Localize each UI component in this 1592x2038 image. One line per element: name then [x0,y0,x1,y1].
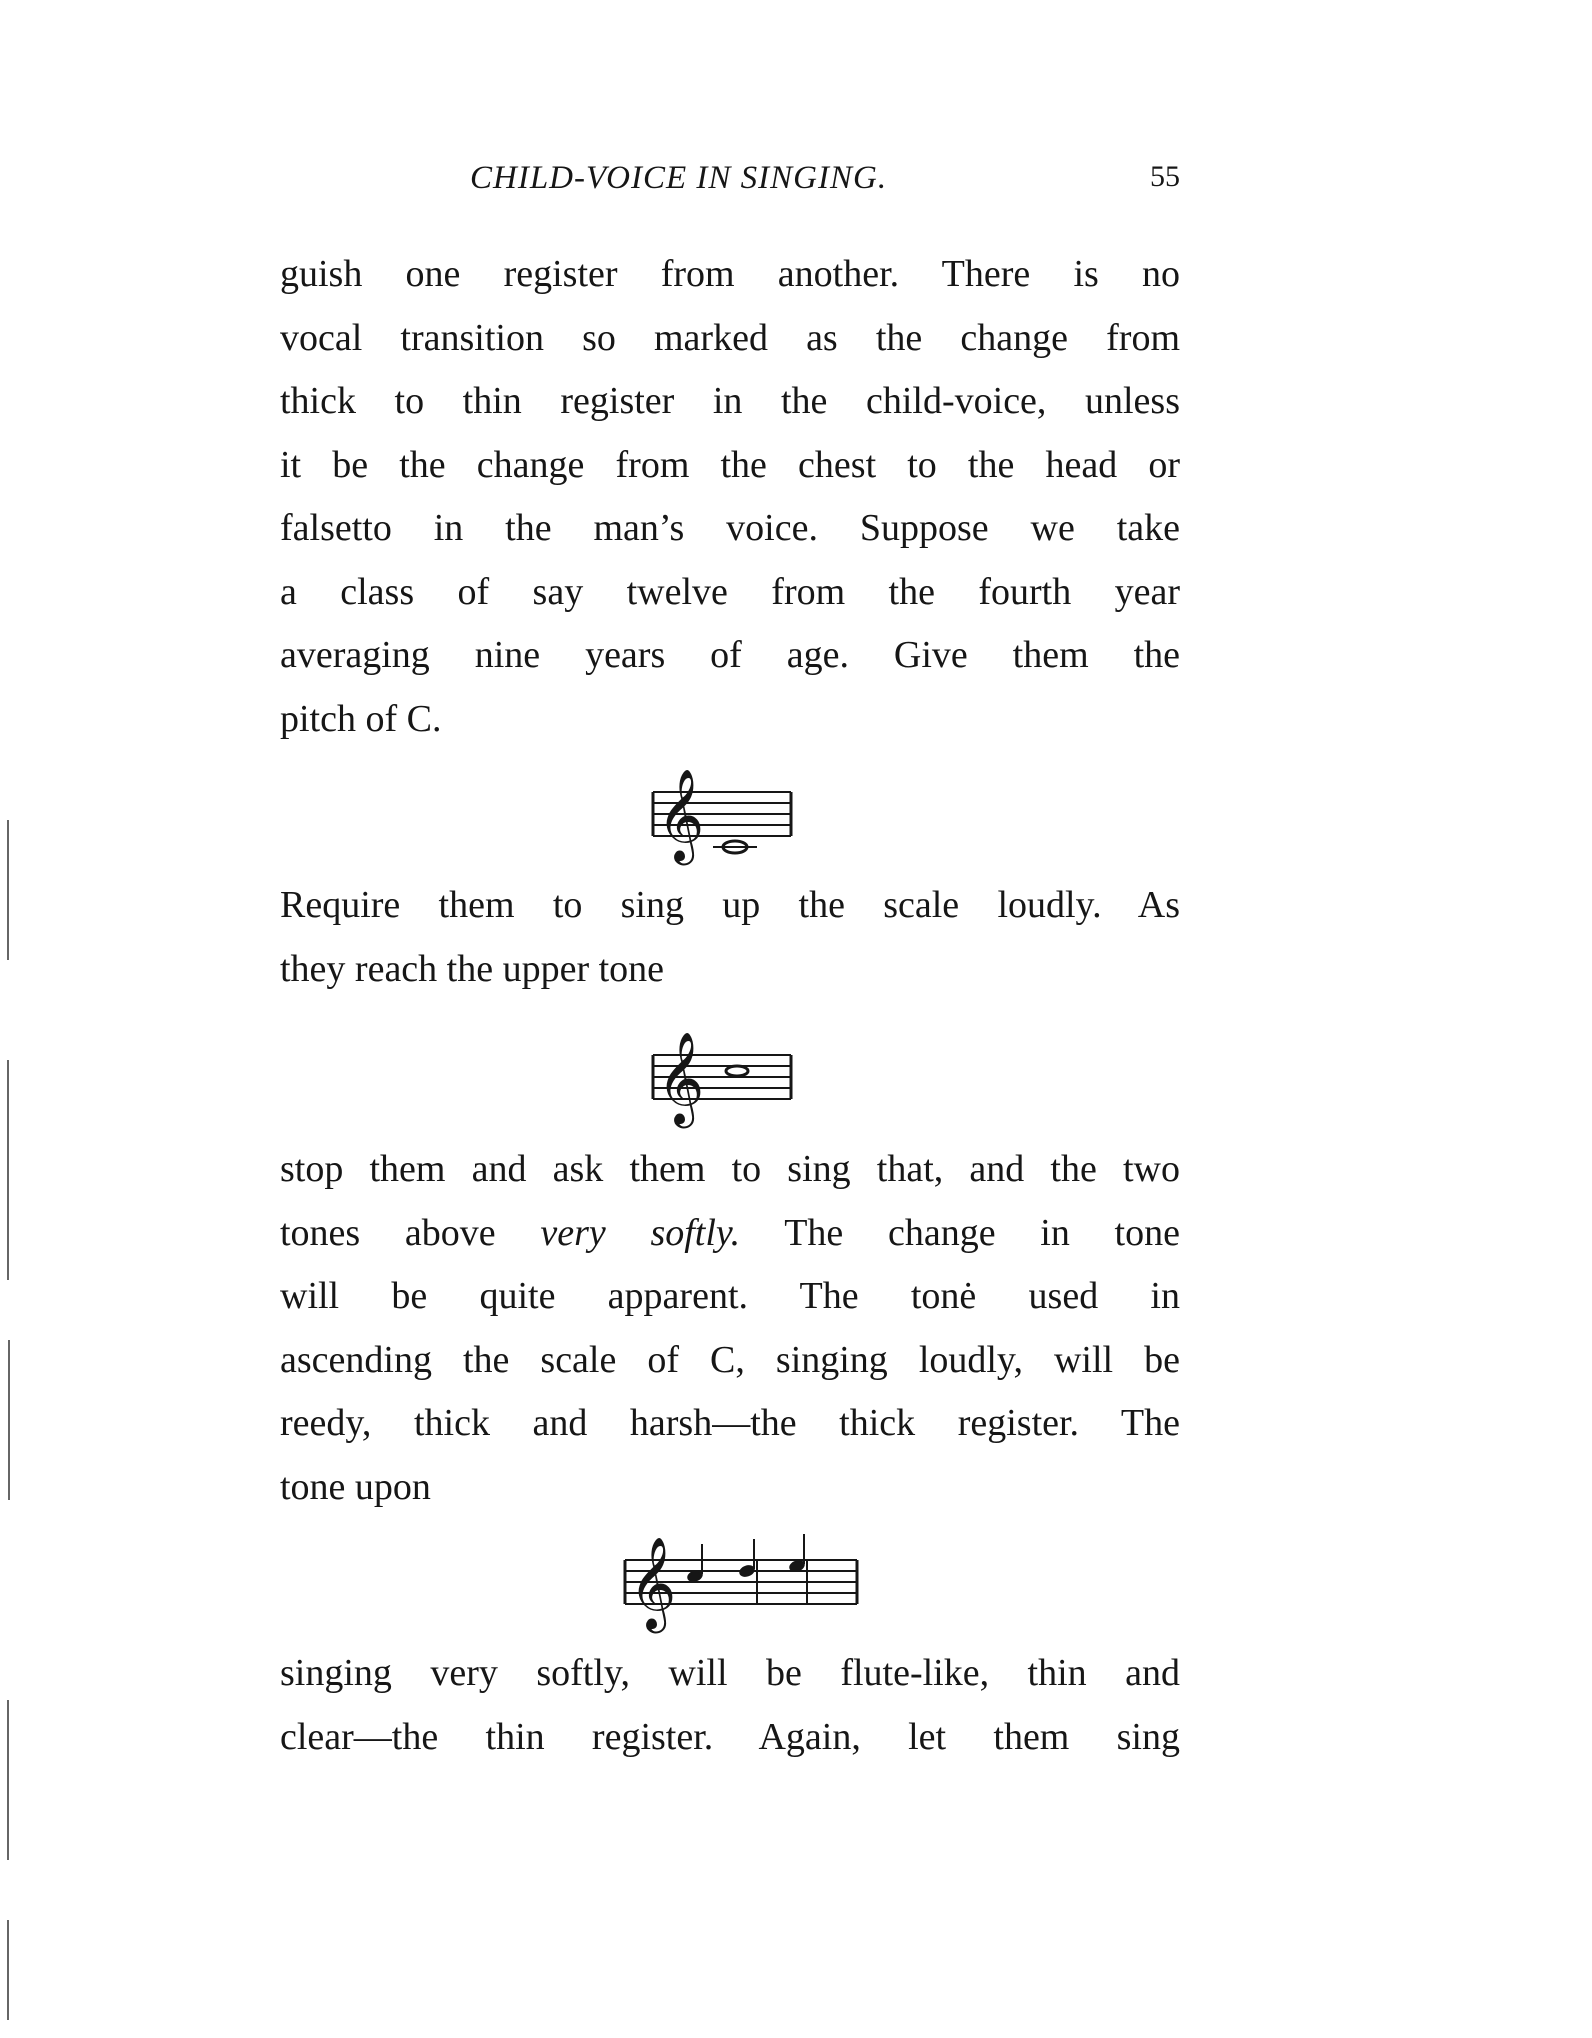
svg-text:𝄞: 𝄞 [629,1536,677,1629]
staff-svg [645,1031,795,1145]
paragraph-2 [280,874,1180,1001]
staff-svg [645,768,795,882]
page-header [430,160,1190,210]
text-line: singing very softly, will be flute-like, thin and [280,1652,1180,1694]
note-e5 [788,1534,807,1574]
treble-clef-icon [657,768,704,865]
text-line: stop them and ask them to sing that, and the two [280,1148,1180,1190]
text-line: averaging nine years of age. Give them the [280,634,1180,676]
text-line: thick to thin register in the child-voice, unless [280,380,1180,422]
text-run: The change in tone [740,1211,1180,1254]
text-line: vocal transition so marked as the change from [280,316,1180,359]
text-line: Require them to sing up the scale loudly. As [280,884,1180,926]
svg-text:𝄞: 𝄞 [657,768,705,861]
emphasis-very-softly: very softly. [540,1211,741,1254]
text-line: a class of say twelve from the fourth year [280,570,1180,613]
paragraph-3 [280,1138,1180,1519]
note-d5 [738,1539,757,1579]
staff-svg [617,1532,862,1642]
text-line: falsetto in the man’s voice. Suppose we take [280,507,1180,549]
text-line: reedy, thick and harsh—the thick register. The [280,1402,1180,1444]
note-c5 [686,1544,705,1584]
treble-clef-icon [629,1536,676,1633]
scan-margin-marks [0,800,24,2038]
note-c5 [726,1066,748,1076]
text-line: ascending the scale of C, singing loudly, will be [280,1338,1180,1381]
text-line: they reach the upper tone [280,947,665,990]
music-staff-pitch-of-c [645,768,795,882]
text-line: guish one register from another. There is no [280,253,1180,295]
music-staff-upper-tone [645,1031,795,1145]
text-run: tones above [280,1211,541,1254]
paragraph-4 [280,1642,1180,1769]
text-line [280,1202,1180,1266]
music-staff-tone-upon [617,1532,862,1642]
running-title: CHILD-VOICE IN SINGING. [470,160,888,196]
text-line: pitch of C. [280,697,442,740]
svg-text:𝄞: 𝄞 [657,1031,705,1124]
treble-clef-icon [657,1031,704,1128]
text-line: tone upon [280,1465,431,1508]
text-line: it be the change from the chest to the head or [280,443,1180,486]
text-line: clear—the thin register. Again, let them sing [280,1715,1180,1758]
note-c4 [713,841,757,853]
text-line: will be quite apparent. The tonė used in [280,1275,1180,1317]
page-number: 55 [1150,160,1180,193]
paragraph-1 [280,243,1180,751]
